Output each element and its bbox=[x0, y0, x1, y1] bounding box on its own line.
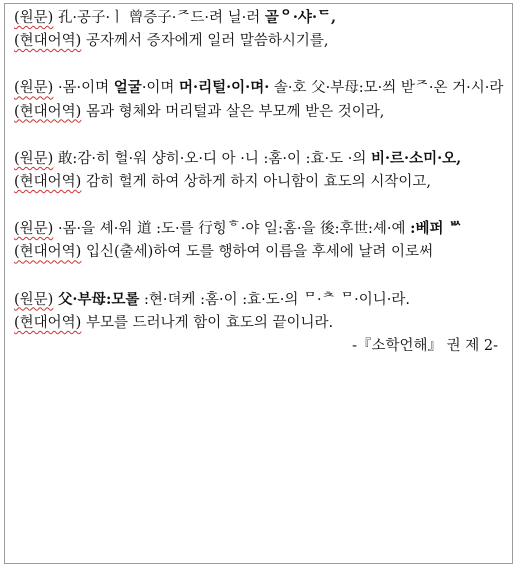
original-text-paragraph-5 bbox=[14, 288, 504, 312]
modern-label: (현대어역) bbox=[14, 174, 82, 191]
modern-label: (현대어역) bbox=[14, 103, 82, 120]
paragraph-gap bbox=[14, 53, 504, 76]
original-text-paragraph-1 bbox=[14, 6, 504, 30]
original-emphasis: 골ᄋ·샤·ᄃ, bbox=[264, 9, 337, 26]
modern-label: (현대어역) bbox=[14, 314, 82, 331]
original-text: 敢:감·히 헐·워 샹히·오·디 아 ·니 :홈·이 :효·도 ·의 bbox=[57, 150, 371, 167]
modern-translation-paragraph-3 bbox=[14, 171, 504, 194]
modern-label: (현대어역) bbox=[14, 33, 82, 50]
modern-text: 감히 헐게 하여 상하게 하지 아니함이 효도의 시작이고, bbox=[85, 174, 431, 191]
original-label: (원문) bbox=[14, 80, 54, 97]
original-text-paragraph-3 bbox=[14, 147, 504, 171]
modern-translation-paragraph-2 bbox=[14, 101, 504, 124]
modern-translation-paragraph-5 bbox=[14, 312, 504, 335]
document-page bbox=[14, 6, 504, 358]
original-label: (원문) bbox=[14, 150, 54, 167]
modern-text: 입신(출세)하여 도를 행하여 이름을 후세에 날려 이로써 bbox=[85, 244, 434, 261]
modern-text: 부모를 드러나게 함이 효도의 끝이니라. bbox=[85, 314, 334, 331]
original-emphasis: 父·부母:모롤 bbox=[57, 290, 140, 308]
original-text: ·몸·이며 bbox=[57, 80, 114, 97]
original-label: (원문) bbox=[14, 291, 54, 308]
original-label: (원문) bbox=[14, 10, 54, 26]
original-text-paragraph-4 bbox=[14, 217, 504, 241]
original-emphasis: 얼굴 bbox=[113, 79, 142, 97]
original-text: :현·뎌케 :홈·이 :효·도·의 ᄆ·ᄎ ᄆ·이니·라. bbox=[139, 291, 411, 308]
original-emphasis: 비·르·소미·오, bbox=[370, 149, 462, 167]
original-text: 孔·공子·ㅣ 曾증子·ᄌ드·려 닐·러 bbox=[57, 10, 265, 26]
paragraph-gap bbox=[14, 194, 504, 217]
original-text: ·이며 bbox=[141, 80, 180, 97]
modern-translation-paragraph-1 bbox=[14, 30, 504, 53]
modern-text: 공자께서 증자에게 일러 말씀하시기를, bbox=[85, 33, 329, 50]
modern-label: (현대어역) bbox=[14, 244, 82, 261]
original-emphasis: :베퍼 ᄡ bbox=[410, 220, 463, 238]
original-emphasis: 머·리털·이·며· bbox=[179, 79, 270, 97]
source-citation: -『소학언해』 권 제 2- bbox=[352, 338, 498, 355]
original-text: 솔·호 父·부母:모·씌 받ᄌ·온 거·시·라 bbox=[269, 80, 504, 97]
original-text-paragraph-2 bbox=[14, 76, 504, 100]
original-label: (원문) bbox=[14, 221, 54, 238]
paragraph-gap bbox=[14, 124, 504, 147]
paragraph-gap bbox=[14, 265, 504, 288]
original-text: ·몸·을 셰·워 道 :도·를 行힝ᄒ·야 일:홈·을 後:후世:셰·예 bbox=[57, 221, 411, 238]
modern-translation-paragraph-4 bbox=[14, 241, 504, 264]
modern-text: 몸과 형체와 머리털과 살은 부모께 받은 것이라, bbox=[85, 103, 385, 120]
